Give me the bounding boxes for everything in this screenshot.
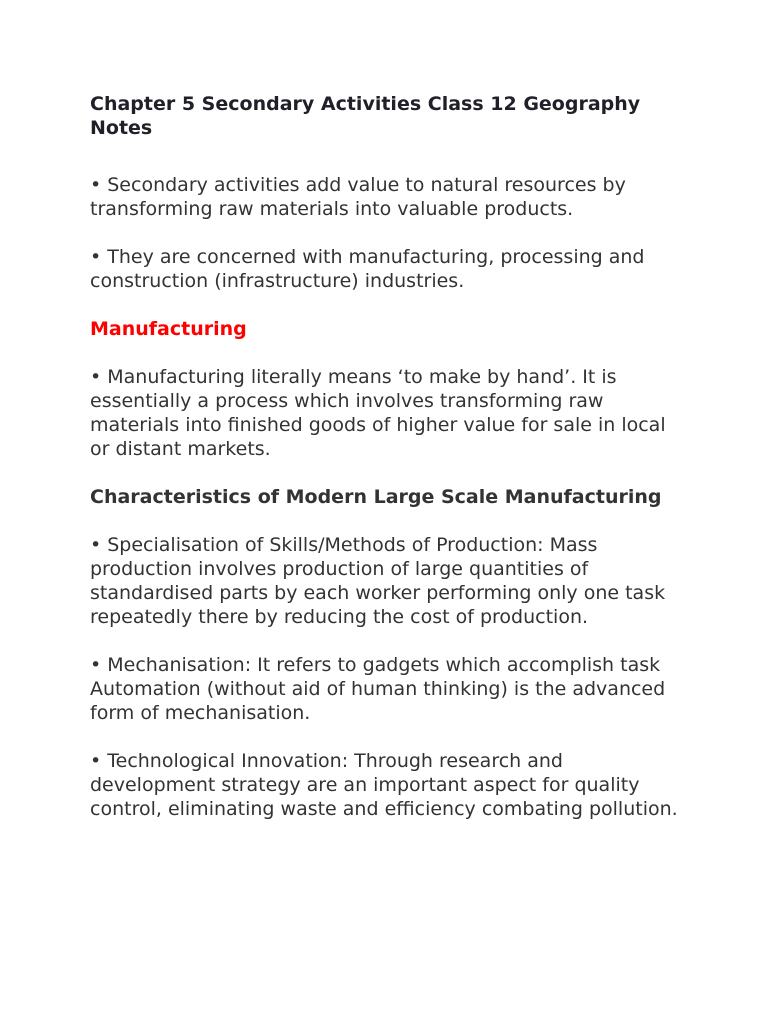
intro-paragraph-2: • They are concerned with manufacturing, processing and construction (infrastructure) industries. [90, 246, 645, 292]
section-heading-characteristics: Characteristics of Modern Large Scale Manufacturing [90, 486, 662, 508]
characteristic-point-mechanisation: • Mechanisation: It refers to gadgets which accomplish task Automation (without aid of human thinking) is the advanced form of mechanisation. [90, 654, 666, 724]
section-heading-manufacturing: Manufacturing [90, 318, 247, 340]
characteristic-point-innovation: • Technological Innovation: Through research and development strategy are an important aspect for quality control, eliminating waste and efficiency combating pollution. [90, 750, 678, 820]
characteristic-point-specialisation: • Specialisation of Skills/Methods of Production: Mass production involves production of large quantities of standardised parts by each worker performing only one task repeatedly there by reducing the cost of production. [90, 534, 666, 628]
page-title: Chapter 5 Secondary Activities Class 12 Geography Notes [90, 93, 641, 139]
manufacturing-paragraph: • Manufacturing literally means ‘to make by hand’. It is essentially a process which involves transforming raw materials into finished goods of higher value for sale in local or distant markets. [90, 366, 666, 460]
intro-paragraph-1: • Secondary activities add value to natural resources by transforming raw materials into valuable products. [90, 174, 626, 220]
